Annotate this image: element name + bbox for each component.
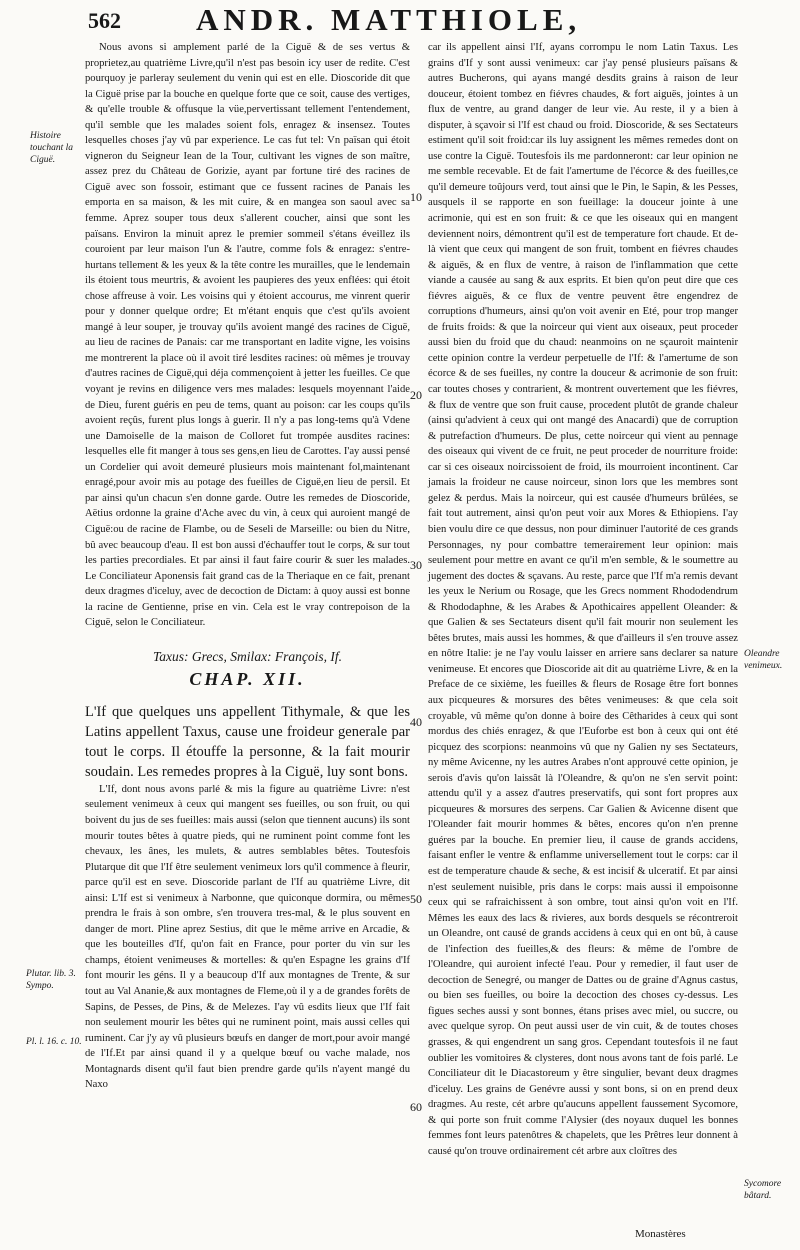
page-number: 562 <box>88 8 121 33</box>
line-number: 50 <box>410 892 422 906</box>
margin-note-plutarch: Plutar. lib. 3. Sympo. <box>26 969 76 991</box>
margin-note-pliny: Pl. l. 16. c. 10. <box>26 1037 82 1047</box>
right-paragraph-1: car ils appellent ainsi l'If, ayans corrompu le nom Latin Taxus. Les grains d'If y sont aussi venimeux: car j'ay pensé plusieurs païsans & autres Bucherons, qui ayans mangé desdits grains à raison de leur douceur, étoient tombez en fiévres chaudes, & fort aiguës, jointes à un flux de ventre, au grand danger de leur vie. Au reste, il y a bien à disputer, à sçavoir si l'If est chaud ou froid. Dioscoride, & ses Sectateurs estiment qu'il soit froid:car ils luy assignent les mêmes remedes dont on use contre la Ciguë. Toutesfois ils me pardonneront: car leur opinion ne me semble recevable. Et de fait l'amertume de l'écorce & des fueilles,ce qu'il demeure toûjours verd, tout ainsi que le Pin, le Sapin, & les Pesses, ausquels il se rapporte en son fueillage: la douceur jointe à une acrimonie, qui est en son fruit: & ce que les oiseaux qui en mangent deviennent noirs, démontrent qu'il est de temperature fort chaude. Et de-là vient que ceux qui mangent de son fruit, tombent en fiévres chaudes & aiguës, & en flux de ventre, à raison de l'inflammation que cette viande a causée au sang & aux esprits. Et bien qu'on peut dire que ces fiévres aiguës, & ce flux de ventre peuvent être engendrez de corruptions d'humeurs, ainsi qu'on voit avenir en Eté, pour trop manger de fruits froids: & que la noirceur qui vient aux oiseaux, peut proceder aussi bien du froid que du chaud: neanmoins on ne sçauroit maintenir cette opinion contre la verdeur perpetuelle de l'If: & l'amertume de son écorce & de ses fueilles, ny contre la douceur & acrimonie de son fruit: car toutes choses y contrarient, & montrent ouvertement que les fiévres, & flux de ventre que son fruit cause, procedent plutôt de grande chaleur (ainsi qu'advient à ceux qui ont mangé des Anacardi) que de corruption & putrefaction d'humeurs. De plus, cette noirceur qui vient au pennage des oiseaux qui vivent de ce fruit, ne peut proceder de nourriture froide: car si ces oiseaux noircissoient de froid, ils mourroient incontinent. Car jamais la froideur ne cause noirceur, sinon lors que les membres sont gelez & perdus. Mais la noirceur, qui est causée d'humeurs brûlées, se fait tout autrement, ainsi qu'on peut voir aux Mores & Ethiopiens. I'ay bien voulu dire ce que dessus, non pour diminuer l'autorité de ces grands Personnages, ny pour combattre temerairement leur opinion: mais seulement pour mettre en avant ce qu'il m'en semble, & le soumettre au jugement des doctes & sçavans. Au reste, parce que l'If m'a remis devant les yeux le Nerium ou Rosage, que les Grecs nomment Rhododendrum & Rhododaphne, & les Arabes & Apothicaires appellent Oleander: & que Galien & ses Sectateurs disent qu'il fait mourir non seulement les bêtes brutes, mais aussi les hommes, & que d'ailleurs il s'en trouve assez en nôtre Italie: je ne l'ay voulu laisser en arriere sans declarer sa nature venimeuse. Et encores que Dioscoride ait dit au quatrième Livre, & en la Preface de ce sixième, les fueilles & fleurs de Rosage être fort bonnes aux picqueures & morsures des bêtes venimeuses: & que cela soit croyable, vû même qu'on donne à boire des Cêtharides à ceux qui sont mordus des chiés enragez, & que l'Euforbe est bon à ceux qui ont été picquez des scorpions: neanmoins vû que ny Galien ny ses Sectateurs, ny même Avicenne, ny les autres Arabes n'ont approuvé cette opinion, je serois d'avis qu'on laissât là l'Oleandre, & qu'on ne s'en servit point: attendu qu'il y a assez d'autres preservatifs, qui sont fort propres aux picqueures & morsures des serpens. Car Galien & Avicenne disent que l'Oleander fait mourir hommes & bêtes, encores qu'on n'en prenne guéres par la bouche. En premier lieu, il cause de grands accidens, faisant enfler le ventre & enflamme universellement tout le corps: car il est de temperature chaude & seche, & est incisif & ulceratif. Et par ainsi n'est seulement nuisible, pris dans le corps: mais aussi il empoisonne ceux qui se rafraichissent à son ombre, tout ainsi qu'on voit en l'If. Mêmes les eaux des lacs & rivieres, aux bords desquels se récontreroit un Oleandre, ont causé de grands accidens à ceux qui en ont bû, à cause de l'infection des fueilles,& des fleurs: & même de l'ombre de l'Oleandre, qui auroient infecté l'eau. Pour y remedier, il faut user de decoction de Senegré, ou manger de Dattes ou de graine d'Agnus castus, ou bien ses fueilles, ou boire la decoction des choses cy-dessus. Les figues seches aussi y sont bonnes, étans prises avec miel, ou succre, ou avec quelque syrop. On peut aussi user de vin cuit, & de toutes choses grasses, & qui engendrent un sang gros. Cependant toutesfois il ne faut oublier les vomitoires & clysteres, dont nous avons tant de fois parlé. Le Conciliateur dit le Diacastoreum y être singulier, bevant deux dragmes d'iceluy. Les grains de Genévre aussi y sont bons, si on en prend deux dragmes. Au reste, cét arbre qu'aucuns appellent faussement Sycomore, & qui porte son fruit comme l'Alysier (des noyaux duquel les bonnes femmes font leurs patenôtres & chapelets, que les Prêtres leur donnent à causé qu'on trouve ordinairement cét arbre aux cloîtres des <box>428 42 738 1157</box>
line-number: 10 <box>410 190 422 204</box>
margin-note-oleandre: Oleandre venimeux. <box>744 649 783 671</box>
margin-note-sycomore: Sycomore bâtard. <box>744 1179 782 1201</box>
margin-note-history: Histoire touchant la Ciguë. <box>30 131 74 165</box>
left-column <box>85 40 410 1093</box>
left-paragraph-2: L'If, dont nous avons parlé & mis la figure au quatrième Livre: n'est seulement venimeux à ceux qui mangent ses fueilles, ou son fruit, ou qui boivent du jus de ses fueilles: mais aussi (selon que tiennent aucuns) ils sont mourir toutes bêtes à quatre pieds, qui ne ruminent point comme font les chevaux, les ânes, les mulets, & autres semblables bêtes. Toutesfois Plutarque dit que l'If être seulement venimeux lors qu'il commence à fleurir, parce qu'il est en seve. Dioscoride parlant de l'If au quatrième Livre, dit ainsi: L'If est si venimeux à Narbonne, que quiconque dormira, ou mêmes prendra le frais à son ombre, s'en trouvera tres-mal, & le plus souvent en danger de mort. Pline aprez Sestius, dit que le même arrive en Arcadie, & que les bouteilles d'If, qu'on fait en France, pour porter du vin sur les champs, étoient venimeuses & mortelles: & qu'en Espagne les grains d'If font mourir les géns. Il y a beaucoup d'If aux montagnes de Trente, & sur tout au Val Ananie,& aux montagnes de Fleme,où il y a de grandes forêts de Sapins, de Pesses, de Pins, & de Melezes. I'ay vû esdits lieux que l'If fait non seulement mourir les bêtes qui ne ruminent point, mais aussi celles qui ruminent. Car j'y ay vû plusieurs bœufs en danger de mort,pour avoir mangé de l'If.Et par ainsi quand il y a quelque bœuf ou vache malade, nos Montagnards disent qu'il faut bien prendre garde qu'ils n'ayent mangé du Naxo <box>85 783 410 1091</box>
line-number: 30 <box>410 558 422 572</box>
line-number: 40 <box>410 715 422 729</box>
left-paragraph-1: Nous avons si amplement parlé de la Ciguë & de ses vertus & proprietez,au quatrième Livre,qu'il n'est pas besoin icy user de redite. C'est pourquoy je parleray seulement du venin qui est en elle. Dioscoride dit que la Ciguë prise par la bouche en quelque forte que ce soit, cause des vertiges, & qu'elle trouble & offusque la vüe,pervertissant tellement l'entendement, qu'il semble que les malades soient fols, enragez & insensez. Toutes lesquelles choses j'ay vû par experience. Le cas fut tel: Vn païsan qui étoit vigneron du Seigneur Iean de la Tour, cultivant les vignes de son maître, assez prez du Château de Gorizie, ayant par fortune tiré des racines de Ciguë avec son fossoir, estimant que ce fussent racines de Panais les emporta en sa maison, & les mit cuire, & en mangea son saoul avec sa femme. Aprez souper tous deux s'allerent coucher, ainsi que sont les païsans. Environ la minuit aprez le premier sommeil s'étans éveillez ils couroient par leur maison l'un & l'autre, comme fols & enragez: s'entre-hurtans tellement & les yeux & la tête contre les murailles, que le lendemain ils étoient tous meurtris, & avoient les paupieres des yeux enflées: qui étoit chose affreuse à voir. Les voisins qui y étoient accourus, me vinrent querir pour y donner quelque ordre; Et m'étant enquis que c'est qu'ils avoient mangé à leur souper, je trouvay qu'ils avoient mangé des racines de Ciguë, au lieu de racines de Panais: car me transportant en ladite vigne, les voisins me montrerent la place où il avoit tiré lesdites racines: où mêmes je trouvay d'autres racines de Ciguë,qui déja commençoient à jetter les fueilles. Ce que voyant je revins en diligence vers mes malades: lesquels moyennant l'aide de Dieu, furent guéris en peu de tems, quant au poison: car les coups qu'ils avoient reçûs, furent plus longs à guerir. Il n'y a pas long-tems qu'à Vdene une Damoiselle de la maison de Colloret fut trompée ausdites racines: lesquelles elle fit manger à tous ses gens,en lieu de Carottes. I'ay aussi pensé un Cordelier qui avoit demeuré plusieurs mois maintenant fol,maintenant enragé,pour avoir mis au potage des fueilles de Ciguë,en lieu de persil. Et par ainsi qu'un chacun s'en donne garde. Outre les remedes de Dioscoride, Aëtius ordonne la graine d'Ache avec du vin, à ceux qui auroient mangé de Ciguë:ou de racine de Flambe, ou de Seseli de Marseille: ou bien du Nitre, bû avec beaucoup d'eau. Il est bon aussi d'échauffer tout le corps, & sur tout les parties precordiales. Et par ainsi il faut faire courir & suer les malades. Le Conciliateur Aponensis fait grand cas de la Theriaque en ce fait, prenant deux dragmes d'iceluy, avec de decoction de Dictam: à quoy aussi est bonne la racine de Gentienne, prise en vin. Cela est le vray contrepoison de la Ciguë, selon le Conciliateur. <box>85 42 410 629</box>
catchword: Monastères <box>635 1228 686 1240</box>
line-number: 60 <box>410 1100 422 1114</box>
chapter-heading: CHAP. XII. <box>189 669 306 690</box>
running-head: ANDR. MATTHIOLE, <box>196 2 582 37</box>
line-number: 20 <box>410 388 422 402</box>
chapter-summary: L'If que quelques uns appellent Tithymale, & que les Latins appellent Taxus, cause une froideur generale par tout le corps. Il étouffe la personne, & la fait mourir soudain. Les remedes propres à la Ciguë, luy sont bons. <box>85 703 410 780</box>
right-column <box>428 40 738 1159</box>
chapter-names-line: Taxus: Grecs, Smilax: François, If. <box>152 648 343 664</box>
